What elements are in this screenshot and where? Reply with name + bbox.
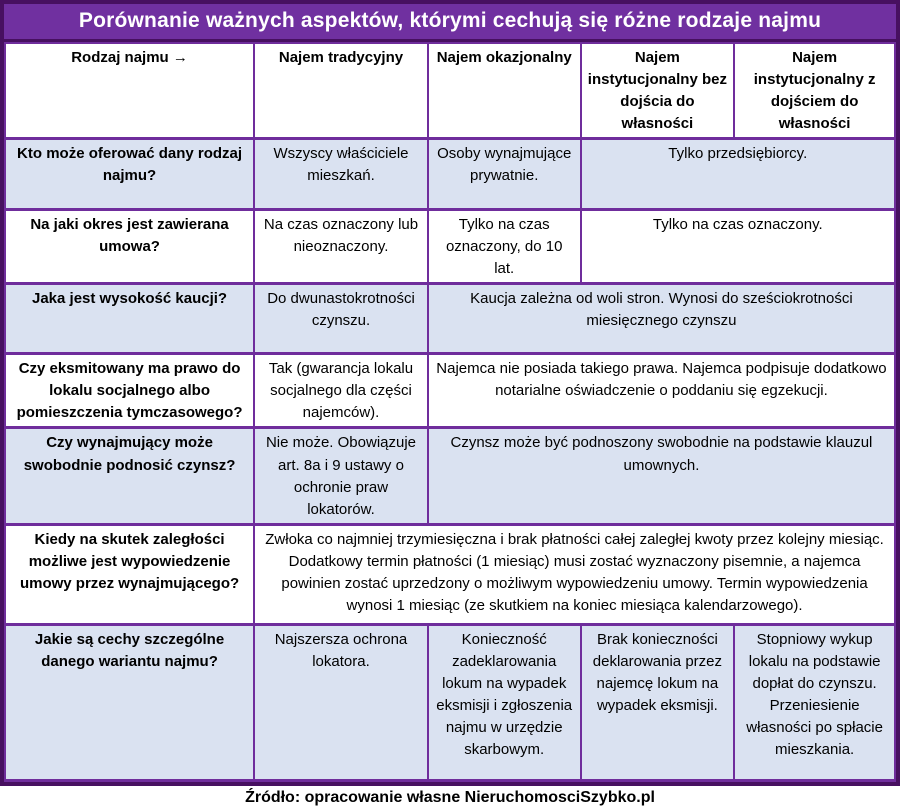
table-cell: Konieczność zadeklarowania lokum na wypadek eksmisji i zgłoszenia najmu w urzędzie skarbowym.: [428, 624, 581, 780]
row-question: Jakie są cechy szczególne danego wariantu najmu?: [5, 624, 254, 780]
table-cell: Zwłoka co najmniej trzymiesięczna i brak płatności całej zaległej kwoty przez kolejny miesiąc. Dodatkowy termin płatności (1 miesiąc) musi zostać wyznaczony pisemnie, a najemca powinien zostać uprzedzony o możliwym wypowiedzeniu umowy. Termin wypowiedzenia wynosi 1 miesiąc (ze skutkiem na koniec miesiąca kalendarzowego).: [254, 524, 895, 624]
table-cell: Tylko przedsiębiorcy.: [581, 139, 895, 210]
table-cell: Osoby wynajmujące prywatnie.: [428, 139, 581, 210]
table-cell: Czynsz może być podnoszony swobodnie na podstawie klauzul umownych.: [428, 428, 895, 524]
row-question: Kto może oferować dany rodzaj najmu?: [5, 139, 254, 210]
table-cell: Do dwunastokrotności czynszu.: [254, 284, 428, 354]
table-row-na-jaki-okres: [5, 210, 895, 284]
header-najem-instytucjonalny-bez-dojscia: Najem instytucjonalny bez dojścia do własności: [581, 43, 735, 139]
table-cell: Najszersza ochrona lokatora.: [254, 624, 428, 780]
row-question: Czy wynajmujący może swobodnie podnosić czynsz?: [5, 428, 254, 524]
table-cell: Tylko na czas oznaczony, do 10 lat.: [428, 210, 581, 284]
table-cell: Tylko na czas oznaczony.: [581, 210, 895, 284]
header-najem-okazjonalny: Najem okazjonalny: [428, 43, 581, 139]
table-cell: Brak konieczności deklarowania przez najemcę lokum na wypadek eksmisji.: [581, 624, 735, 780]
table-cell: Kaucja zależna od woli stron. Wynosi do sześciokrotności miesięcznego czynszu: [428, 284, 895, 354]
table-row-podnoszenie-czynszu: [5, 428, 895, 524]
header-najem-instytucjonalny-z-dojsciem: Najem instytucjonalny z dojściem do własności: [734, 43, 895, 139]
row-question: Na jaki okres jest zawierana umowa?: [5, 210, 254, 284]
table-row-prawo-do-lokalu-socjalnego: [5, 354, 895, 428]
table-cell: Na czas oznaczony lub nieoznaczony.: [254, 210, 428, 284]
header-najem-tradycyjny: Najem tradycyjny: [254, 43, 428, 139]
table-row-wypowiedzenie-umowy: [5, 524, 895, 624]
table-header-row: [5, 43, 895, 139]
table-cell: Wszyscy właściciele mieszkań.: [254, 139, 428, 210]
table-row-kto-moze-oferowac: [5, 139, 895, 210]
row-question: Czy eksmitowany ma prawo do lokalu socjalnego albo pomieszczenia tymczasowego?: [5, 354, 254, 428]
page-title: Porównanie ważnych aspektów, którymi cechują się różne rodzaje najmu: [4, 4, 896, 42]
table-row-cechy-szczegolne: [5, 624, 895, 780]
header-rodzaj-najmu: Rodzaj najmu →: [5, 43, 254, 139]
source-attribution: Źródło: opracowanie własne NieruchomosciSzybko.pl: [0, 786, 900, 807]
table-row-wysokosc-kaucji: [5, 284, 895, 354]
row-question: Kiedy na skutek zaległości możliwe jest wypowiedzenie umowy przez wynajmującego?: [5, 524, 254, 624]
row-question: Jaka jest wysokość kaucji?: [5, 284, 254, 354]
table-cell: Nie może. Obowiązuje art. 8a i 9 ustawy o ochronie praw lokatorów.: [254, 428, 428, 524]
table-cell: Tak (gwarancja lokalu socjalnego dla części najemców).: [254, 354, 428, 428]
table-cell: Najemca nie posiada takiego prawa. Najemca podpisuje dodatkowo notarialne oświadczenie o poddaniu się egzekucji.: [428, 354, 895, 428]
table-cell: Stopniowy wykup lokalu na podstawie dopłat do czynszu. Przeniesienie własności po spłacie mieszkania.: [734, 624, 895, 780]
comparison-table: [4, 42, 896, 782]
